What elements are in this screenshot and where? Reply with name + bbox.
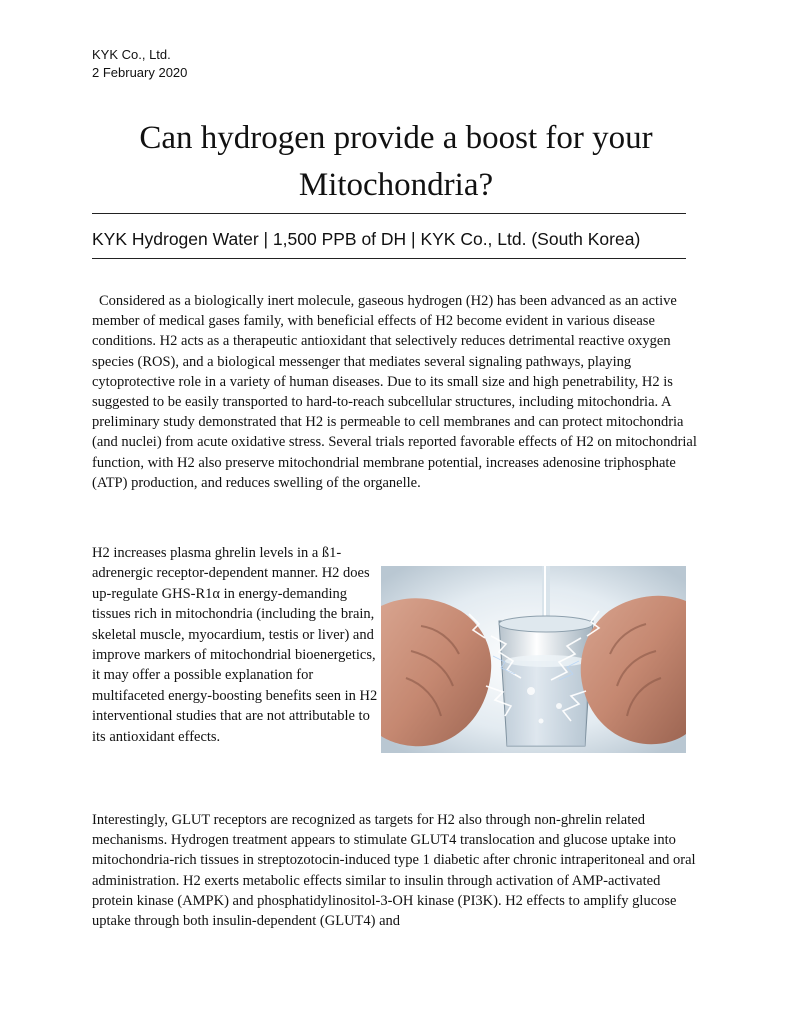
company-header <box>92 46 187 82</box>
paragraph-glut: Interestingly, GLUT receptors are recognized as targets for H2 also through non-ghrelin related mechanisms. Hydrogen treatment appears to stimulate GLUT4 translocation and glucose uptake into mitochondria-rich tissues in streptozotocin-induced type 1 diabetic after chronic intraperitoneal and oral administration. H2 exerts metabolic effects similar to insulin through activation of AMP-activated protein kinase (AMPK) and phosphatidylinositol-3-OH kinase (PI3K). H2 effects to amplify glucose uptake through both insulin-dependent (GLUT4) and <box>92 812 696 930</box>
title-line-1: Can hydrogen provide a boost for your <box>139 120 653 156</box>
title-line-2: Mitochondria? <box>298 167 494 203</box>
divider-top <box>92 213 686 214</box>
document-date: 2 February 2020 <box>92 65 188 80</box>
hydrogen-water-photo <box>381 566 686 753</box>
paragraph-ghrelin: H2 increases plasma ghrelin levels in a ß1-adrenergic receptor-dependent manner. H2 does up-regulate GHS-R1α in energy-demanding tissues rich in mitochondria (including the brain, skeletal muscle, myocardium, testis or liver) and improve markers of mitochondrial bioenergetics, it may offer a possible explanation for multifaceted energy-boosting benefits seen in H2 interventional studies that are not attributable to its antioxidant effects. <box>92 545 378 745</box>
paragraph-intro: Considered as a biologically inert molecule, gaseous hydrogen (H2) has been advanced as an active member of medical gases family, with beneficial effects of H2 become evident in various disease conditions. H2 acts as a therapeutic antioxidant that selectively reduces detrimental reactive oxygen species (ROS), and a biological messenger that mediates several signaling pathways, playing cytoprotective role in a variety of human diseases. Due to its small size and high penetrability, H2 is suggested to be easily transported to hard-to-reach subcellular structures, including mitochondria. A preliminary study demonstrated that H2 is permeable to cell membranes and can protect mitochondria (and nuclei) from acute oxidative stress. Several trials reported favorable effects of H2 on mitochondrial function, with H2 also preserve mitochondrial membrane potential, increases adenosine triphosphate (ATP) production, and reduces swelling of the organelle. <box>92 293 697 491</box>
company-name: KYK Co., Ltd. <box>92 47 171 62</box>
hands-glass-lightning-icon <box>381 566 686 753</box>
subtitle: KYK Hydrogen Water | 1,500 PPB of DH | KYK Co., Ltd. (South Korea) <box>92 229 641 249</box>
divider-bottom <box>92 258 686 259</box>
page-title <box>60 115 732 209</box>
